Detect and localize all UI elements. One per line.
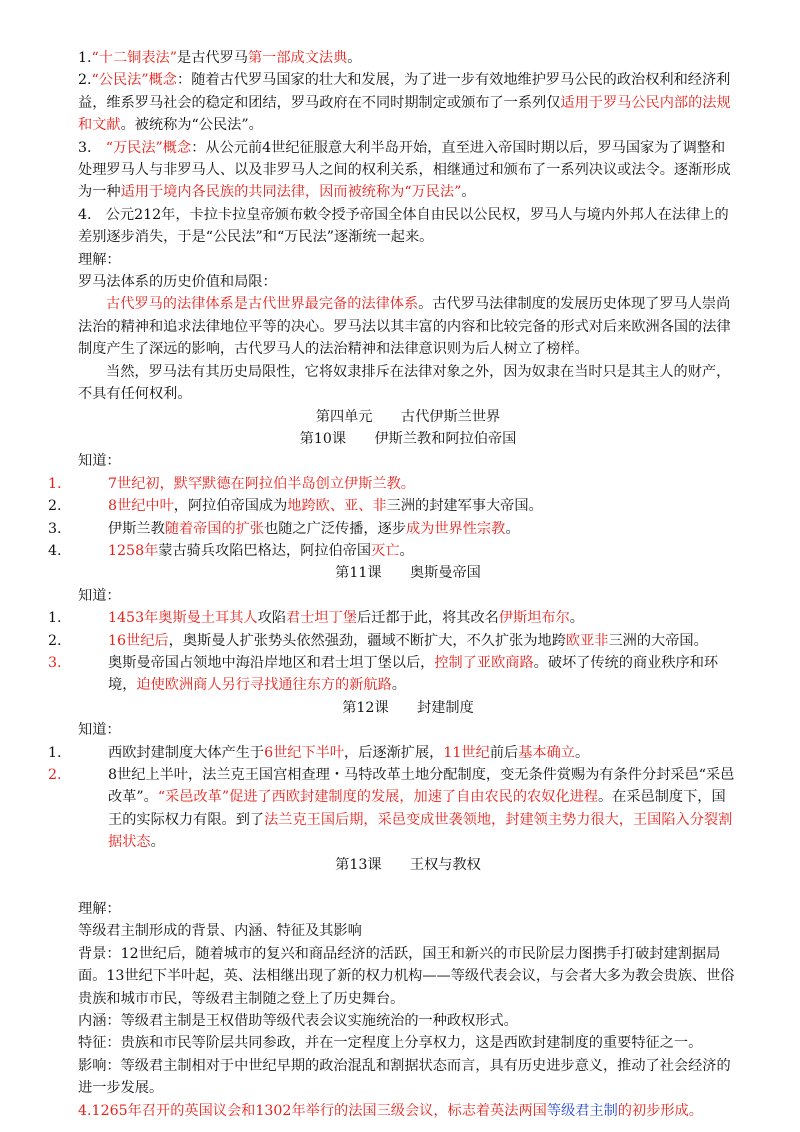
text-run: 迫使欧洲商人另行寻找通往东方的新航路: [136, 677, 392, 694]
text-run: 法兰克王国后期，采邑变成世袭领地，封建领主势力很大，王国陷入分裂割据状态: [108, 811, 733, 851]
roman-law-limit-paragraph: 当然，罗马法有其历史局限性，它将奴隶排斥在法律对象之外，因为奴隶在当时只是其主人的财产，不具有任何权利。: [78, 363, 731, 403]
list-number: 1.: [48, 744, 62, 761]
roman-law-item-4: [78, 204, 738, 249]
text-run: 1453年奥斯曼土耳其人: [108, 610, 258, 627]
text-run: ，阿拉伯帝国成为: [173, 498, 288, 515]
list-item: [48, 473, 738, 495]
list-number: 1.: [48, 475, 62, 492]
text-run: 。: [399, 542, 414, 559]
list-item: [48, 495, 738, 517]
text-run: 。: [391, 677, 406, 694]
text-run: 4. 公元212年，卡拉卡拉皇帝颁布敕令授予帝国全体自由民以公民权，罗马人与境内外邦人在法律上的差别逐步消失，于是“公民法”和“万民法”逐渐统一起来。: [78, 206, 729, 246]
know-label: 知道：: [78, 722, 121, 739]
roman-law-item-2: [78, 69, 738, 136]
text-run: 。: [505, 520, 520, 537]
text-run: 欧亚非: [565, 632, 609, 649]
text-run: 适用于罗马公民内部的法规和文献: [78, 94, 731, 134]
text-run: 2.: [78, 72, 92, 89]
know-label: 知道：: [78, 587, 121, 604]
list-number: 1.: [48, 610, 62, 627]
text-run: “万民法”概念: [105, 139, 192, 156]
text-run: 的初步形成。: [617, 1102, 703, 1119]
text-run: 3.: [78, 139, 106, 156]
text-run: 1.: [78, 50, 92, 66]
feature-paragraph: 特征：贵族和市民等阶层共同参政，并在一定程度上分享权力，这是西欧封建制度的重要特征之一。: [78, 1035, 703, 1052]
text-run: 是古代罗马: [177, 50, 248, 66]
text-run: 。: [461, 184, 476, 201]
roman-law-value-paragraph: [78, 293, 738, 360]
text-run: 后迁都于此，将其改名: [356, 610, 499, 627]
text-run: “采邑改革”促进了西欧封建制度的发展，加速了自由农民的农奴化进程: [157, 789, 598, 806]
text-run: ：随着古代罗马国家的壮大和发展，为了进一步有效地维护罗马公民的政治权利和经济利益，维系罗马社会的稳定和团结，罗马政府在不同时期制定或颁布了一系列仅: [78, 72, 731, 111]
text-run: 8世纪中叶: [108, 498, 174, 515]
list-number: 2.: [48, 632, 62, 649]
lesson-12-list: [48, 742, 738, 854]
list-number: 2.: [48, 498, 62, 515]
text-run: 灭亡: [371, 542, 400, 559]
list-item: [48, 742, 738, 764]
meaning-paragraph: 内涵：等级君主制是王权借助等级代表会议实施统治的一种政权形式。: [78, 1013, 518, 1030]
text-run: 伊斯兰教: [108, 520, 165, 537]
lesson-13-topic: 等级君主制形成的背景、内涵、特征及其影响: [78, 923, 362, 940]
text-run: 西欧封建制度大体产生于: [108, 744, 265, 761]
spacer: [78, 876, 738, 898]
list-item: [48, 518, 738, 540]
lesson-13-title: 第13课 王权与教权: [335, 856, 481, 873]
text-run: 适用于境内各民族的共同法律，因而被统称为“万民法”: [120, 184, 462, 201]
text-run: 。: [574, 744, 590, 761]
list-number: 3.: [48, 654, 62, 671]
impact-paragraph: 影响：等级君主制相对于中世纪早期的政治混乱和割据状态而言，具有历史进步意义，推动了社会经济的进一步发展。: [78, 1057, 731, 1097]
text-run: 。: [347, 50, 362, 66]
text-run: 8世纪上半叶，法兰克王国宫相查理・马特改革土地分配制度，变无条件赏赐为有条件分封采邑“采邑改革”。: [108, 767, 735, 806]
know-label: 知道：: [78, 453, 121, 470]
text-run: 攻陷: [257, 610, 286, 627]
understand-label: 理解：: [78, 901, 121, 918]
text-run: 君士坦丁堡: [286, 610, 357, 627]
text-run: 16世纪后: [108, 632, 169, 649]
text-run: 三洲的封建军事大帝国。: [386, 498, 543, 515]
list-number: 4.: [48, 542, 62, 559]
text-run: ，奥斯曼人扩张势头依然强劲，疆域不断扩大，不久扩张为地跨: [168, 632, 566, 649]
text-run: 前后: [489, 744, 519, 761]
background-paragraph: 背景：12世纪后，随着城市的复兴和商品经济的活跃，国王和新兴的市民阶层力图携手打破封建割据局面。13世纪下半叶起，英、法相继出现了新的权力机构——等级代表会议，与会者大多为教会贵族、世俗贵族和城市市民，等级君主制随之登上了历史舞台。: [78, 945, 735, 1007]
text-run: 也随之广泛传播，逐步: [264, 520, 406, 537]
text-run: 。: [569, 610, 584, 627]
list-item: [48, 607, 738, 629]
roman-law-item-3: [78, 137, 738, 204]
lesson-10-list: [48, 473, 738, 563]
lesson-11-list: [48, 607, 738, 697]
list-item: [48, 630, 738, 652]
text-run: 第一部成文法典: [247, 50, 348, 66]
text-run: 。破坏了传统的商业秩序和环境，: [108, 654, 719, 694]
text-run: 11世纪: [443, 744, 490, 761]
text-run: 古代罗马的法律体系是古代世界最完备的法律体系: [106, 296, 419, 313]
text-run: “公民法”概念: [91, 72, 177, 89]
list-item: [48, 540, 738, 562]
lesson-11-title: 第11课 奥斯曼帝国: [335, 565, 481, 582]
understand-label: 理解：: [78, 251, 121, 268]
list-number: 3.: [48, 520, 62, 537]
text-run: “十二铜表法”: [91, 50, 177, 66]
text-run: 1265年召开的英国议会和1302年举行的法国三级会议，标志着英法两国: [91, 1102, 547, 1119]
text-run: 。在采邑制度下，国王的实际权力有限。到了: [108, 789, 726, 828]
text-run: 1258年: [108, 542, 159, 559]
text-run: 。: [150, 834, 165, 851]
text-run: ：从公元前4世纪征服意大利半岛开始，直至进入帝国时期以后，罗马国家为了调整和处理罗马人与非罗马人、以及非罗马人之间的权利关系，相继通过和颁布了一系列决议或法令。逐渐形成为一种: [78, 139, 731, 201]
list-number: 2.: [48, 767, 62, 783]
text-run: 6世纪下半叶: [264, 744, 345, 761]
text-run: 伊斯坦布尔: [498, 610, 570, 627]
text-run: 。古代罗马法律制度的发展历史体现了罗马人崇尚法治的精神和追求法律地位平等的决心。罗马法以其丰富的内容和比较完备的形式对后来欧洲各国的法律制度产生了深远的影响，古代罗马人的法治精神和法律意识则为后人树立了榜样。: [78, 296, 731, 358]
text-run: 。被统称为“公民法”。: [120, 117, 263, 134]
lesson-10-title: 第10课 伊斯兰教和阿拉伯帝国: [299, 430, 517, 447]
lesson-13-item-4: [78, 1100, 738, 1122]
text-run: 奥斯曼帝国占领地中海沿岸地区和君士坦丁堡以后，: [108, 654, 435, 671]
text-run: 成为世界性宗教: [405, 520, 506, 537]
unit-title: 第四单元 古代伊斯兰世界: [315, 408, 501, 425]
text-run: 等级君主制: [546, 1102, 618, 1119]
list-item: [48, 652, 738, 697]
text-run: 控制了亚欧商路: [434, 654, 534, 671]
text-run: 4.: [78, 1102, 92, 1119]
lesson-12-title: 第12课 封建制度: [342, 699, 474, 716]
text-run: 7世纪初，默罕默德在阿拉伯半岛创立伊斯兰教。: [108, 475, 415, 492]
text-run: 地跨欧、亚、非: [287, 498, 387, 515]
text-run: 基本确立: [518, 744, 575, 761]
text-run: ，后逐渐扩展，: [344, 744, 444, 761]
document-page: [48, 47, 738, 1122]
text-run: 三洲的大帝国。: [608, 632, 708, 649]
list-item: [48, 764, 738, 854]
text-run: 蒙古骑兵攻陷巴格达，阿拉伯帝国: [158, 542, 372, 559]
roman-law-item-1: [78, 47, 738, 69]
roman-law-topic: 罗马法体系的历史价值和局限：: [78, 274, 277, 291]
text-run: 随着帝国的扩张: [164, 520, 265, 537]
